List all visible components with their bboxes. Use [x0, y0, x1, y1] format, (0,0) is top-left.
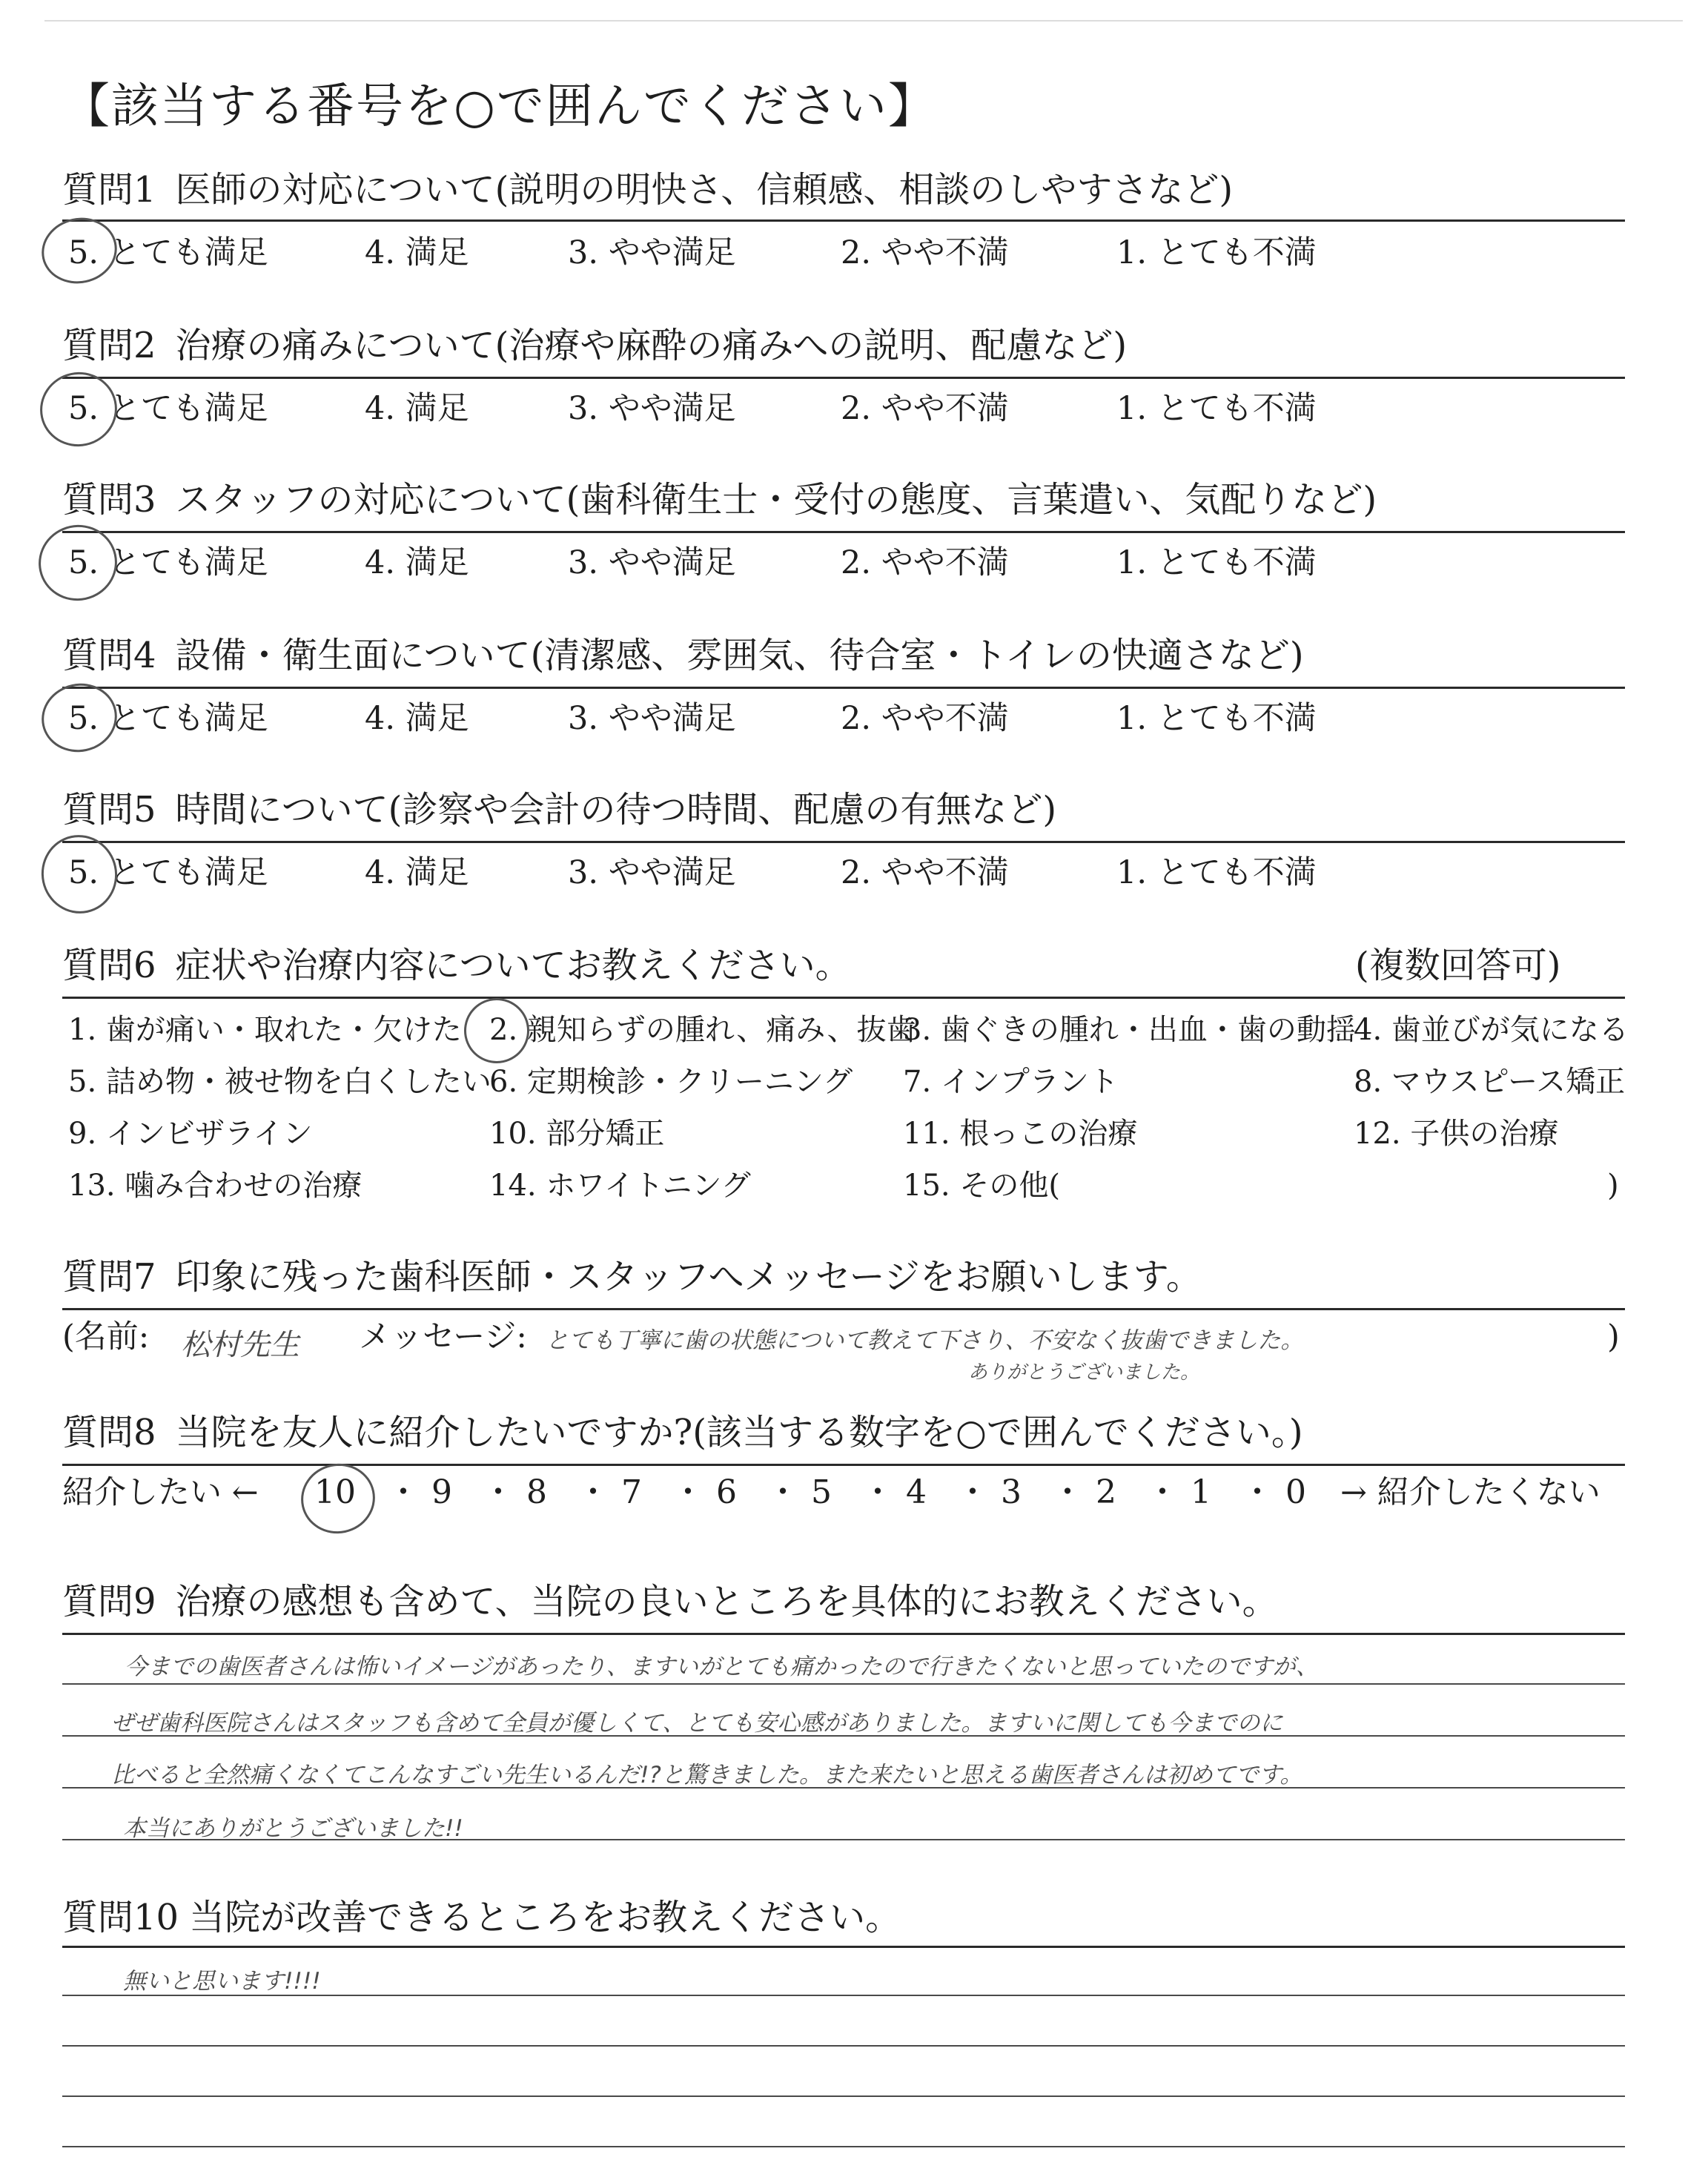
message-line-1[interactable]: とても丁寧に歯の状態について教えて下さり、不安なく抜歯できました。 [546, 1327, 1304, 1354]
question-number: 質問3 [62, 479, 156, 521]
rating-option-5[interactable]: 5. とても満足 [68, 854, 268, 891]
scale-7[interactable]: 7 [621, 1473, 642, 1511]
question-rule [62, 841, 1625, 843]
top-divider [44, 20, 1683, 22]
question-number: 質問10 [62, 1897, 179, 1938]
answer-rule [62, 2045, 1625, 2047]
treatment-option-1[interactable]: 1. 歯が痛い・取れた・欠けた [68, 1013, 462, 1047]
treatment-option-4[interactable]: 4. 歯並びが気になる [1354, 1013, 1629, 1047]
scale-2[interactable]: 2 [1096, 1473, 1116, 1511]
answer-rule [62, 1735, 1625, 1737]
question-rule [62, 1946, 1625, 1948]
question-rule [62, 1633, 1625, 1635]
answer-line-4[interactable]: 本当にありがとうございました!! [123, 1815, 463, 1842]
question-rule [62, 377, 1625, 379]
question-text: 印象に残った歯科医師・スタッフへメッセージをお願いします。 [175, 1256, 1202, 1298]
answer-line-1[interactable]: 今までの歯医者さんは怖いイメージがあったり、ますいがとても痛かったので行きたくないと思っていたのですが、 [125, 1654, 1319, 1680]
question-number: 質問4 [62, 635, 156, 676]
question-number: 質問8 [62, 1412, 156, 1453]
question-rule [62, 997, 1625, 999]
treatment-option-11[interactable]: 11. 根っこの治療 [903, 1117, 1138, 1151]
question-number: 質問7 [62, 1256, 156, 1298]
message-close-paren: ) [1607, 1318, 1620, 1355]
treatment-option-6[interactable]: 6. 定期検診・クリーニング [489, 1065, 853, 1099]
rating-option-5[interactable]: 5. とても満足 [68, 544, 268, 581]
question-text: 治療の感想も含めて、当院の良いところを具体的にお教えください。 [175, 1581, 1278, 1622]
treatment-option-5[interactable]: 5. 詰め物・被せ物を白くしたい [68, 1065, 491, 1099]
multiple-answer-note: (複数回答可) [1355, 945, 1561, 986]
rating-option-2[interactable]: 2. やや不満 [841, 390, 1009, 427]
scale-6[interactable]: 6 [716, 1473, 737, 1511]
rating-option-1[interactable]: 1. とても不満 [1116, 700, 1317, 737]
rating-option-2[interactable]: 2. やや不満 [841, 700, 1009, 737]
treatment-option-15[interactable]: 15. その他( [903, 1169, 1060, 1203]
rating-option-1[interactable]: 1. とても不満 [1116, 390, 1317, 427]
form-heading: 【該当する番号を○で囲んでください】 [62, 79, 937, 134]
scale-dot: ・ [861, 1473, 894, 1511]
question-text: 症状や治療内容についてお教えください。 [175, 945, 851, 986]
rating-option-4[interactable]: 4. 満足 [365, 390, 469, 427]
scale-dot: ・ [956, 1473, 989, 1511]
rating-option-1[interactable]: 1. とても不満 [1116, 234, 1317, 271]
scale-9[interactable]: 9 [431, 1473, 452, 1511]
question-rule [62, 531, 1625, 533]
question-text: 設備・衛生面について(清潔感、雰囲気、待合室・トイレの快適さなど) [175, 635, 1304, 676]
message-label: メッセージ: [359, 1318, 527, 1355]
rating-option-3[interactable]: 3. やや満足 [568, 854, 736, 891]
question-number: 質問1 [62, 169, 156, 211]
scale-dot: ・ [1051, 1473, 1084, 1511]
recommend-left-label: 紹介したい ← [62, 1474, 259, 1511]
rating-option-5[interactable]: 5. とても満足 [68, 700, 268, 737]
scale-dot: ・ [1146, 1473, 1179, 1511]
treatment-option-10[interactable]: 10. 部分矯正 [489, 1117, 665, 1151]
answer-rule [62, 2146, 1625, 2147]
rating-option-3[interactable]: 3. やや満足 [568, 700, 736, 737]
improvement-answer[interactable]: 無いと思います!!!! [123, 1968, 321, 1995]
treatment-option-2[interactable]: 2. 親知らずの腫れ、痛み、抜歯 [489, 1013, 916, 1047]
question-number: 質問5 [62, 789, 156, 830]
answer-line-3[interactable]: 比べると全然痛くなくてこんなすごい先生いるんだ!?と驚きました。また来たいと思える歯医者さんは初めてです。 [111, 1762, 1303, 1789]
question-text: スタッフの対応について(歯科衛生士・受付の態度、言葉遣い、気配りなど) [175, 479, 1377, 521]
rating-option-4[interactable]: 4. 満足 [365, 544, 469, 581]
rating-option-3[interactable]: 3. やや満足 [568, 234, 736, 271]
question-text: 時間について(診察や会計の待つ時間、配慮の有無など) [175, 789, 1057, 830]
question-rule [62, 1308, 1625, 1310]
scale-dot: ・ [672, 1473, 704, 1511]
question-number: 質問9 [62, 1581, 156, 1622]
question-text: 当院が改善できるところをお教えください。 [189, 1897, 901, 1938]
question-number: 質問2 [62, 325, 156, 366]
question-text: 医師の対応について(説明の明快さ、信頼感、相談のしやすさなど) [175, 169, 1234, 211]
rating-option-2[interactable]: 2. やや不満 [841, 234, 1009, 271]
message-line-2[interactable]: ありがとうございました。 [968, 1361, 1200, 1384]
treatment-option-14[interactable]: 14. ホワイトニング [489, 1169, 751, 1203]
rating-option-4[interactable]: 4. 満足 [365, 700, 469, 737]
answer-rule [62, 1995, 1625, 1996]
treatment-option-9[interactable]: 9. インビザライン [68, 1117, 313, 1151]
question-rule [62, 219, 1625, 222]
rating-option-3[interactable]: 3. やや満足 [568, 544, 736, 581]
rating-option-1[interactable]: 1. とても不満 [1116, 854, 1317, 891]
treatment-option-7[interactable]: 7. インプラント [903, 1065, 1119, 1099]
rating-option-5[interactable]: 5. とても満足 [68, 234, 268, 271]
treatment-option-13[interactable]: 13. 噛み合わせの治療 [68, 1169, 363, 1203]
rating-option-2[interactable]: 2. やや不満 [841, 544, 1009, 581]
treatment-option-8[interactable]: 8. マウスピース矯正 [1354, 1065, 1626, 1099]
scale-dot: ・ [1241, 1473, 1274, 1511]
rating-option-3[interactable]: 3. やや満足 [568, 390, 736, 427]
question-text: 治療の痛みについて(治療や麻酔の痛みへの説明、配慮など) [175, 325, 1128, 366]
scale-3[interactable]: 3 [1001, 1473, 1022, 1511]
answer-rule [62, 1683, 1625, 1685]
rating-option-4[interactable]: 4. 満足 [365, 854, 469, 891]
rating-option-1[interactable]: 1. とても不満 [1116, 544, 1317, 581]
answer-rule [62, 1787, 1625, 1789]
scale-dot: ・ [577, 1473, 609, 1511]
rating-option-2[interactable]: 2. やや不満 [841, 854, 1009, 891]
name-label: (名前: [62, 1318, 150, 1355]
scale-8[interactable]: 8 [526, 1473, 547, 1511]
question-rule [62, 687, 1625, 689]
scale-dot: ・ [767, 1473, 799, 1511]
treatment-option-12[interactable]: 12. 子供の治療 [1354, 1117, 1559, 1151]
scale-10[interactable]: 10 [314, 1473, 356, 1511]
question-rule [62, 1464, 1625, 1466]
scale-5[interactable]: 5 [811, 1473, 832, 1511]
rating-option-4[interactable]: 4. 満足 [365, 234, 469, 271]
scale-0[interactable]: 0 [1285, 1473, 1306, 1511]
rating-option-5[interactable]: 5. とても満足 [68, 390, 268, 427]
name-value[interactable]: 松村先生 [181, 1328, 299, 1362]
scale-dot: ・ [387, 1473, 420, 1511]
answer-line-2[interactable]: ぜぜ歯科医院さんはスタッフも含めて全員が優しくて、とても安心感がありました。ますいに関しても今までのに [111, 1710, 1283, 1737]
other-close-paren: ) [1607, 1169, 1619, 1203]
answer-rule [62, 1839, 1625, 1840]
answer-rule [62, 2095, 1625, 2097]
question-number: 質問6 [62, 945, 156, 986]
treatment-option-3[interactable]: 3. 歯ぐきの腫れ・出血・歯の動揺 [903, 1013, 1356, 1047]
scale-dot: ・ [482, 1473, 514, 1511]
scale-1[interactable]: 1 [1191, 1473, 1211, 1511]
scale-4[interactable]: 4 [906, 1473, 927, 1511]
question-text: 当院を友人に紹介したいですか?(該当する数字を○で囲んでください。) [175, 1412, 1303, 1453]
recommend-right-label: → 紹介したくない [1340, 1474, 1601, 1511]
